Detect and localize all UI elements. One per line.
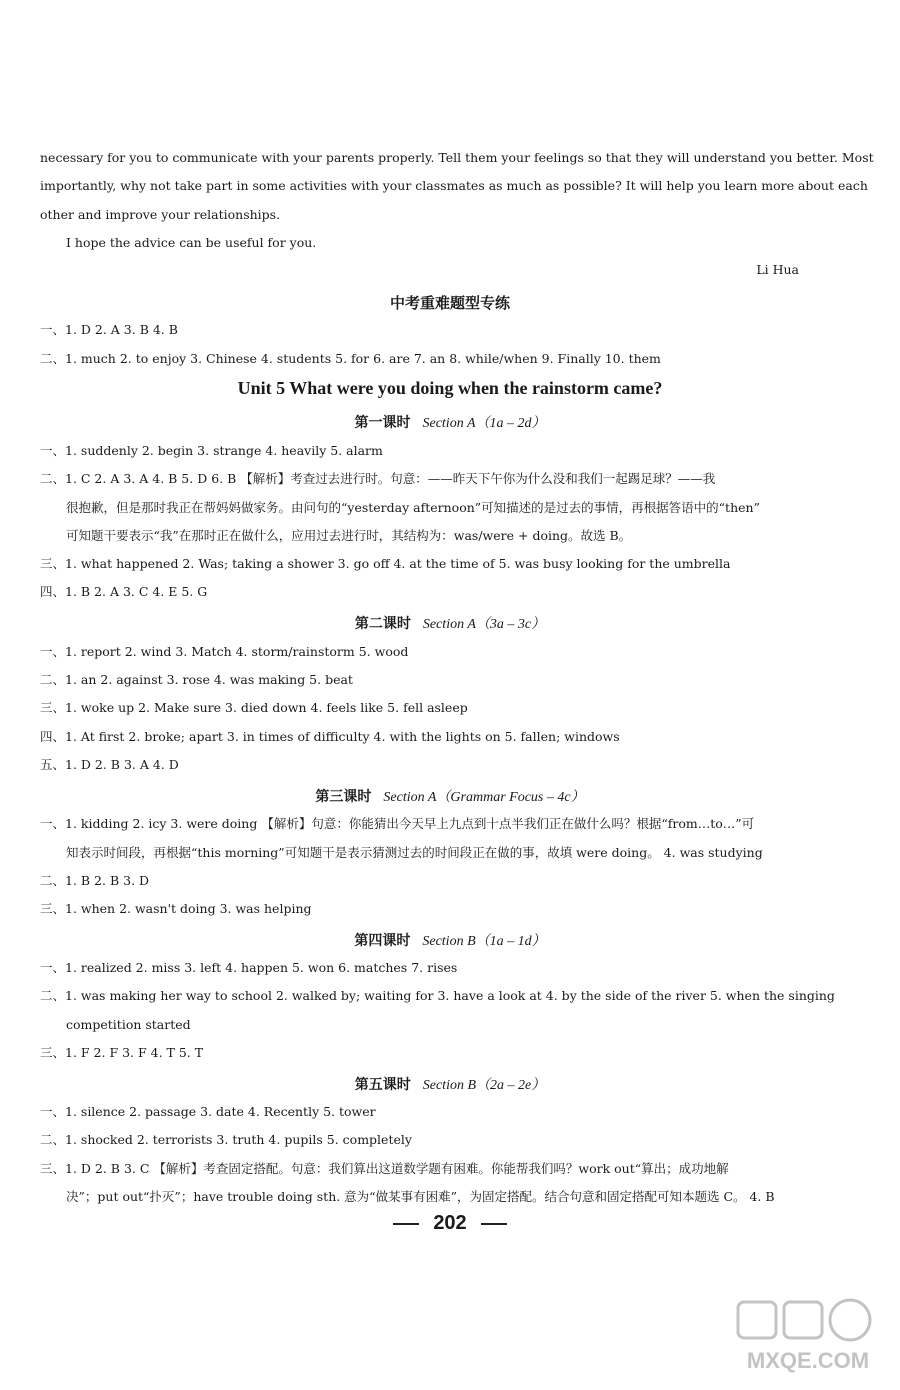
lesson-2-row-5: 五、1. D 2. B 3. A 4. D: [40, 757, 179, 772]
page-number-value: 202: [433, 1212, 467, 1234]
lesson-4-row-2a: 二、1. was making her way to school 2. walked by; waiting for 3. have a look at 4. by the side of the river 5. when the singing: [40, 988, 835, 1003]
lesson-5-row-3b: 决”；put out“扑灭”；have trouble doing sth. 意为“做某事有困难”，为固定搭配。结合句意和固定搭配可知本题选 C。 4. B: [66, 1189, 775, 1204]
lesson-4-heading: [0, 930, 900, 950]
letter-closing: I hope the advice can be useful for you.: [66, 235, 317, 250]
lesson-3-section: Section A（Grammar Focus – 4c）: [383, 790, 585, 805]
lesson-2-section: Section A（3a – 3c）: [422, 617, 546, 632]
lesson-1-row-2c: 可知题干要表示“我”在那时正在做什么，应用过去进行时，其结构为：was/were + doing。故选 B。: [66, 528, 632, 543]
unit-title: Unit 5 What were you doing when the rainstorm came?: [237, 378, 663, 398]
lesson-1-heading: [0, 412, 900, 432]
zhongkao-row-2: 二、1. much 2. to enjoy 3. Chinese 4. students 5. for 6. are 7. an 8. while/when 9. Finally 10. them: [40, 351, 661, 366]
watermark-glyph-2: [784, 1302, 822, 1338]
lesson-4-row-2b: competition started: [66, 1017, 191, 1032]
lesson-1-row-2a: 二、1. C 2. A 3. A 4. B 5. D 6. B 【解析】考查过去进行时。句意：——昨天下午你为什么没和我们一起踢足球？——我: [40, 471, 716, 486]
lesson-3-label: 第三课时: [315, 789, 372, 805]
zhongkao-row-1: 一、1. D 2. A 3. B 4. B: [40, 322, 178, 337]
lesson-1-row-3: 三、1. what happened 2. Was; taking a shower 3. go off 4. at the time of 5. was busy looking for the umbrella: [40, 556, 731, 571]
lesson-4-section: Section B（1a – 1d）: [422, 934, 546, 949]
lesson-4-row-1: 一、1. realized 2. miss 3. left 4. happen 5. won 6. matches 7. rises: [40, 960, 458, 975]
lesson-2-row-2: 二、1. an 2. against 3. rose 4. was making 5. beat: [40, 672, 353, 687]
lesson-5-row-2: 二、1. shocked 2. terrorists 3. truth 4. pupils 5. completely: [40, 1132, 412, 1147]
lesson-3-row-2: 二、1. B 2. B 3. D: [40, 873, 150, 888]
lesson-5-row-1: 一、1. silence 2. passage 3. date 4. Recently 5. tower: [40, 1104, 376, 1119]
lesson-1-row-2b: 很抱歉，但是那时我正在帮妈妈做家务。由问句的“yesterday afternoon”可知描述的是过去的事情，再根据答语中的“then”: [66, 500, 760, 515]
letter-line-1: necessary for you to communicate with your parents properly. Tell them your feelings so that they will understand you better. Most: [40, 150, 874, 165]
zhongkao-heading: 中考重难题型专练: [389, 294, 510, 312]
letter-line-2: importantly, why not take part in some activities with your classmates as much as possible? It will help you learn more about each: [40, 178, 868, 193]
letter-signature: Li Hua: [756, 262, 799, 277]
lesson-5-label: 第五课时: [354, 1077, 411, 1093]
lesson-2-row-1: 一、1. report 2. wind 3. Match 4. storm/rainstorm 5. wood: [40, 644, 409, 659]
lesson-5-heading: [0, 1074, 900, 1094]
lesson-2-label: 第二课时: [354, 616, 411, 632]
lesson-1-section: Section A（1a – 2d）: [422, 416, 546, 431]
lesson-2-row-3: 三、1. woke up 2. Make sure 3. died down 4. feels like 5. fell asleep: [40, 700, 468, 715]
lesson-1-row-4: 四、1. B 2. A 3. C 4. E 5. G: [40, 584, 208, 599]
lesson-3-row-1b: 知表示时间段，再根据“this morning”可知题干是表示猜测过去的时间段正在做的事，故填 were doing。 4. was studying: [66, 845, 763, 860]
lesson-1-label: 第一课时: [354, 415, 411, 431]
watermark-logo: [728, 1296, 888, 1376]
lesson-3-row-3: 三、1. when 2. wasn't doing 3. was helping: [40, 901, 312, 916]
lesson-2-row-4: 四、1. At first 2. broke; apart 3. in times of difficulty 4. with the lights on 5. fallen; windows: [40, 729, 620, 744]
watermark-glyph-1: [738, 1302, 776, 1338]
page-number-dash-right: [481, 1223, 507, 1225]
letter-line-3: other and improve your relationships.: [40, 207, 281, 222]
lesson-4-label: 第四课时: [354, 933, 411, 949]
lesson-5-section: Section B（2a – 2e）: [422, 1078, 546, 1093]
watermark-circle: [830, 1300, 870, 1340]
page-number: [0, 1212, 900, 1235]
lesson-5-row-3a: 三、1. D 2. B 3. C 【解析】考查固定搭配。句意：我们算出这道数学题有困难。你能帮我们吗？work out“算出；成功地解: [40, 1161, 729, 1176]
watermark-text: MXQE.COM: [746, 1348, 870, 1373]
page-number-dash-left: [393, 1223, 419, 1225]
lesson-2-heading: [0, 613, 900, 633]
lesson-4-row-3: 三、1. F 2. F 3. F 4. T 5. T: [40, 1045, 204, 1060]
lesson-1-row-1: 一、1. suddenly 2. begin 3. strange 4. heavily 5. alarm: [40, 443, 383, 458]
lesson-3-heading: [0, 786, 900, 806]
lesson-3-row-1a: 一、1. kidding 2. icy 3. were doing 【解析】句意：你能猜出今天早上九点到十点半我们正在做什么吗？根据“from…to…”可: [40, 816, 755, 831]
